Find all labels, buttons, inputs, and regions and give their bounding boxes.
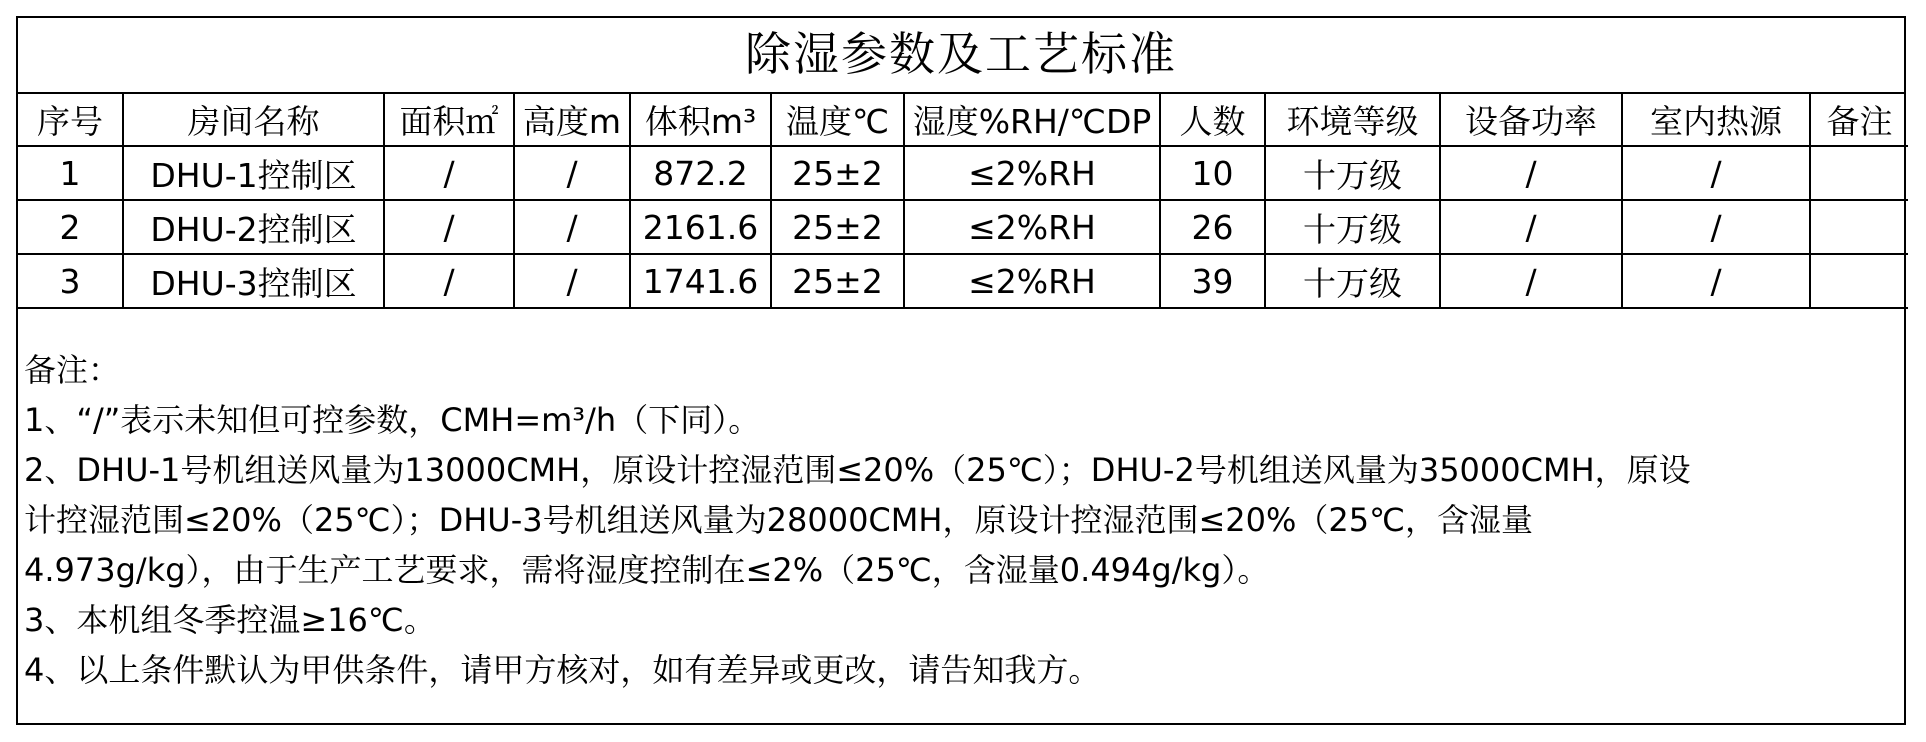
table-cell: 39 <box>1160 254 1265 308</box>
table-cell: 25±2 <box>771 254 904 308</box>
header-cell: 设备功率 <box>1440 94 1622 146</box>
table-cell: DHU-2控制区 <box>123 200 384 254</box>
notes-section <box>18 309 1904 695</box>
header-cell: 温度℃ <box>771 94 904 146</box>
table-cell: DHU-1控制区 <box>123 146 384 200</box>
table-cell: / <box>1622 146 1810 200</box>
header-cell: 湿度%RH/℃DP <box>904 94 1160 146</box>
table-row <box>18 200 1908 254</box>
header-cell: 环境等级 <box>1265 94 1440 146</box>
notes-heading: 备注： <box>24 351 121 389</box>
table-cell: / <box>514 254 630 308</box>
table-cell: 10 <box>1160 146 1265 200</box>
table-cell: / <box>1440 146 1622 200</box>
note-line: 2、DHU-1号机组送风量为13000CMH，原设计控湿范围≤20%（25℃）；DHU-2号机组送风量为35000CMH，原设 <box>24 451 1691 489</box>
table-cell: DHU-3控制区 <box>123 254 384 308</box>
header-cell: 体积m³ <box>630 94 771 146</box>
table-cell: / <box>514 146 630 200</box>
table-row <box>18 254 1908 308</box>
params-table <box>18 94 1908 309</box>
note-line: 计控湿范围≤20%（25℃）；DHU-3号机组送风量为28000CMH，原设计控湿范围≤20%（25℃，含湿量 <box>24 501 1534 539</box>
table-cell: / <box>514 200 630 254</box>
table-cell: 1 <box>18 146 123 200</box>
note-line: 4.973g/kg），由于生产工艺要求，需将湿度控制在≤2%（25℃，含湿量0.494g/kg）。 <box>24 551 1270 589</box>
table-cell: 1741.6 <box>630 254 771 308</box>
table-cell: 2161.6 <box>630 200 771 254</box>
table-cell: 25±2 <box>771 146 904 200</box>
document-frame <box>16 16 1906 725</box>
table-cell: / <box>1440 200 1622 254</box>
table-cell: 十万级 <box>1265 200 1440 254</box>
table-cell: / <box>1622 254 1810 308</box>
header-cell: 高度m <box>514 94 630 146</box>
table-cell: 十万级 <box>1265 146 1440 200</box>
table-cell: 25±2 <box>771 200 904 254</box>
table-cell: ≤2%RH <box>904 254 1160 308</box>
table-cell: / <box>384 200 514 254</box>
table-cell <box>1810 146 1908 200</box>
table-row <box>18 146 1908 200</box>
header-cell: 房间名称 <box>123 94 384 146</box>
table-header-row <box>18 94 1908 146</box>
note-line: 1、“/”表示未知但可控参数，CMH=m³/h（下同）。 <box>24 401 761 439</box>
table-cell: ≤2%RH <box>904 200 1160 254</box>
table-cell: / <box>384 146 514 200</box>
table-cell: 3 <box>18 254 123 308</box>
table-cell <box>1810 200 1908 254</box>
table-cell: 十万级 <box>1265 254 1440 308</box>
note-line: 4、以上条件默认为甲供条件，请甲方核对，如有差异或更改，请告知我方。 <box>24 651 1101 689</box>
table-cell: / <box>1440 254 1622 308</box>
header-cell: 备注 <box>1810 94 1908 146</box>
table-cell <box>1810 254 1908 308</box>
note-line: 3、本机组冬季控温≥16℃。 <box>24 601 436 639</box>
header-cell: 序号 <box>18 94 123 146</box>
header-cell: 室内热源 <box>1622 94 1810 146</box>
table-cell: / <box>384 254 514 308</box>
header-cell: 面积㎡ <box>384 94 514 146</box>
table-cell: ≤2%RH <box>904 146 1160 200</box>
table-cell: 26 <box>1160 200 1265 254</box>
table-cell: 872.2 <box>630 146 771 200</box>
table-cell: / <box>1622 200 1810 254</box>
table-cell: 2 <box>18 200 123 254</box>
page-title: 除湿参数及工艺标准 <box>18 18 1904 94</box>
header-cell: 人数 <box>1160 94 1265 146</box>
